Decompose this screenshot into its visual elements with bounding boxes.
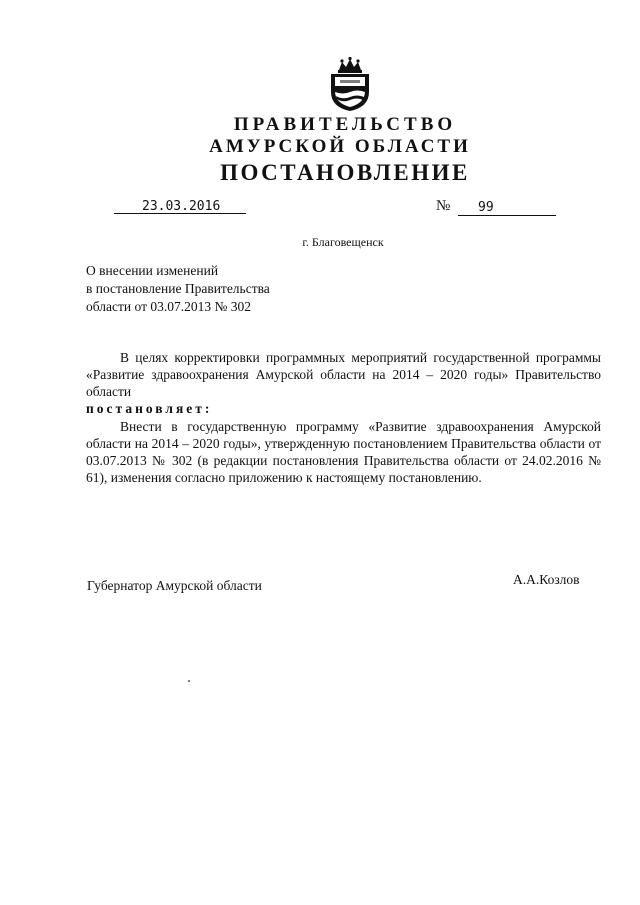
city: г. Благовещенск [302,235,384,249]
scan-speck [188,680,190,682]
signatory-title: Губернатор Амурской области [87,578,262,593]
region-title: АМУРСКОЙ ОБЛАСТИ [209,136,471,157]
subject-line: О внесении изменений [86,263,219,278]
coat-of-arms-icon [327,56,373,112]
number-underline [458,215,556,216]
number-sign: № [436,198,451,214]
resolution-paragraph: Внести в государственную программу «Развитие здравоохранения Амурской области на 2014 – 2020 годы», утвержденную постановлением Правительства области от 03.07.2013 № 302 (в редакции постановления Правительства области от 24.02.2016 № 61), изменения согласно приложению к настоящему постановлению. [86,419,601,485]
subject-line: в постановление Правительства [86,281,270,296]
government-title: ПРАВИТЕЛЬСТВО [233,114,457,135]
document-date: 23.03.2016 [142,199,221,214]
document-type: ПОСТАНОВЛЕНИЕ [220,160,470,185]
preamble-paragraph: В целях корректировки программных мероприятий государственной программы «Развитие здравоохранения Амурской области на 2014 – 2020 годы» Правительство области [86,350,601,399]
signatory-name: А.А.Козлов [513,572,580,587]
document-number: 99 [478,200,494,215]
resolves-label: постановляет: [86,401,213,416]
subject-line: области от 03.07.2013 № 302 [86,299,251,314]
document-subject [86,262,270,316]
